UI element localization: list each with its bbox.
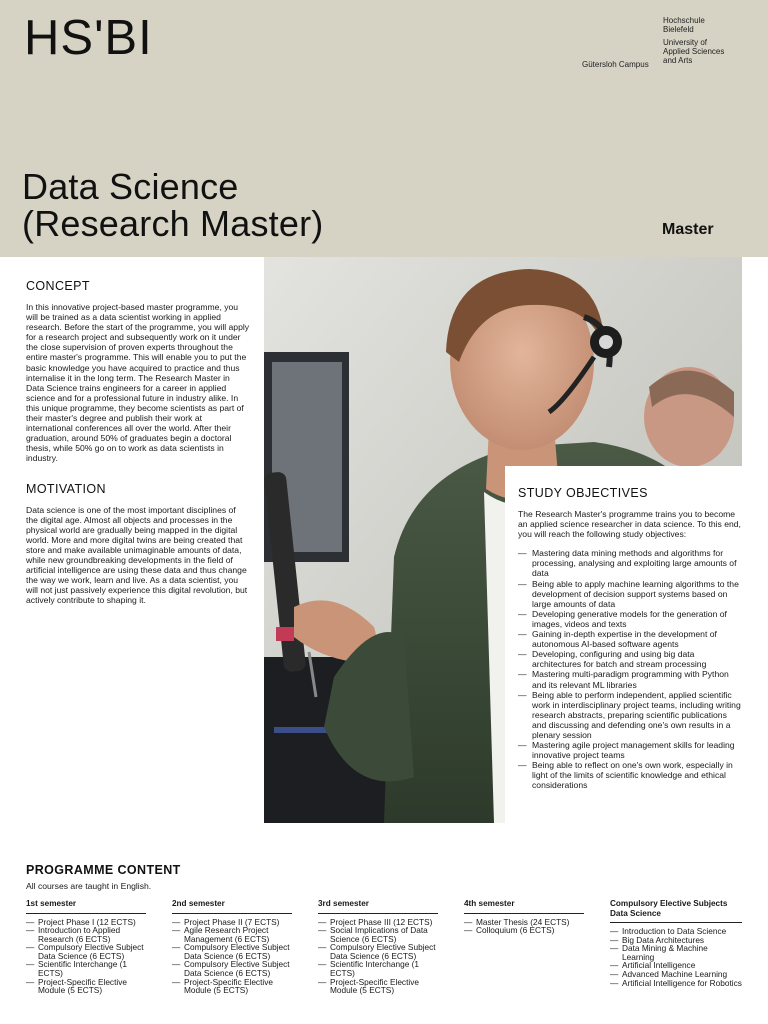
title-line: (Research Master): [22, 203, 324, 244]
objectives-intro: The Research Master's programme trains you to become an applied science researcher in data science. To this end, you will reach the following study objectives:: [518, 509, 741, 540]
course-item: — Compulsory Elective Subject Data Science (6 ECTS): [26, 943, 146, 960]
elective-column: [610, 899, 742, 987]
course-item: — Project-Specific Elective Module (5 ECTS): [318, 978, 438, 995]
page-title: [22, 168, 323, 242]
motivation-heading: MOTIVATION: [26, 481, 106, 496]
list-item: — Developing, configuring and using big data architectures for batch and stream processing: [518, 649, 742, 669]
course-item: — Compulsory Elective Subject Data Science (6 ECTS): [172, 960, 292, 977]
objectives-list: [518, 548, 742, 790]
campus-name: Gütersloh Campus: [582, 60, 649, 69]
semester-column: [26, 899, 146, 995]
semester-column: [172, 899, 292, 995]
semester-title: 1st semester: [26, 899, 146, 914]
programme-note: All courses are taught in English.: [26, 881, 152, 891]
list-item: — Mastering agile project management skills for leading innovative project teams: [518, 740, 742, 760]
course-item: — Agile Research Project Management (6 ECTS): [172, 926, 292, 943]
course-item: — Project Phase III (12 ECTS): [318, 918, 438, 927]
programme-content: [26, 863, 746, 996]
study-objectives-panel: [505, 466, 742, 826]
institution-name: [663, 16, 724, 65]
list-item: — Mastering multi-paradigm programming with Python and its relevant ML libraries: [518, 669, 742, 689]
semester-column: [464, 899, 584, 935]
institution-line: and Arts: [663, 56, 693, 65]
concept-heading: CONCEPT: [26, 279, 90, 293]
title-line: Data Science: [22, 166, 239, 207]
left-text-panel: [0, 257, 264, 664]
header-band: [0, 0, 768, 257]
course-item: — Introduction to Applied Research (6 ECTS): [26, 926, 146, 943]
list-item: — Mastering data mining methods and algorithms for processing, analysing and exploiting large amounts of data: [518, 548, 742, 578]
hsbi-logo[interactable]: [24, 14, 204, 58]
list-item: — Being able to apply machine learning algorithms to the development of decision support systems based on large amounts of data: [518, 579, 742, 609]
semester-title: Compulsory Elective Subjects Data Science: [610, 899, 742, 923]
institution-line: Hochschule: [663, 16, 705, 25]
course-item: — Compulsory Elective Subject Data Science (6 ECTS): [172, 943, 292, 960]
institution-line: University of: [663, 38, 708, 47]
semester-title: 4th semester: [464, 899, 584, 914]
course-item: — Project-Specific Elective Module (5 ECTS): [26, 978, 146, 995]
programme-heading: PROGRAMME CONTENT: [26, 863, 181, 877]
course-item: — Project Phase II (7 ECTS): [172, 918, 292, 927]
course-item: — Scientific Interchange (1 ECTS): [26, 960, 146, 977]
objectives-heading: STUDY OBJECTIVES: [518, 486, 648, 500]
list-item: — Developing generative models for the generation of images, videos and texts: [518, 609, 742, 629]
course-item: — Advanced Machine Learning: [610, 970, 742, 979]
course-item: — Compulsory Elective Subject Data Science (6 ECTS): [318, 943, 438, 960]
list-item: — Being able to reflect on one's own work, especially in light of the limits of scientific knowledge and ethical considerations: [518, 760, 742, 790]
semester-title: 2nd semester: [172, 899, 292, 914]
course-item: — Artificial Intelligence for Robotics: [610, 979, 742, 988]
semester-title: 3rd semester: [318, 899, 438, 914]
course-item: — Introduction to Data Science: [610, 927, 742, 936]
motivation-text: Data science is one of the most important disciplines of the digital age. Almost all objects and processes in the physical world are gradually being mapped in the digital world. More and more digital twins are being created that store and make available unimaginable amounts of data, while new groundbreaking developments in the field of artificial intelligence are using these data and thus change the way we work, learn and live. As a data scientist, you will not just passively experience this digital revolution, but actively contribute to shaping it.: [26, 504, 248, 606]
degree-label: Master: [662, 221, 714, 238]
course-item: — Scientific Interchange (1 ECTS): [318, 960, 438, 977]
semester-column: [318, 899, 438, 995]
institution-line: Bielefeld: [663, 25, 694, 34]
list-item: — Gaining in-depth expertise in the development of autonomous AI-based software agents: [518, 629, 742, 649]
course-item: — Project-Specific Elective Module (5 ECTS): [172, 978, 292, 995]
course-item: — Master Thesis (24 ECTS): [464, 918, 584, 927]
institution-line: Applied Sciences: [663, 47, 725, 56]
course-item: — Artificial Intelligence: [610, 961, 742, 970]
course-item: — Colloquium (6 ECTS): [464, 926, 584, 935]
course-item: — Data Mining & Machine Learning: [610, 944, 742, 961]
course-item: — Project Phase I (12 ECTS): [26, 918, 146, 927]
list-item: — Being able to perform independent, applied scientific work in interdisciplinary project teams, including writing research abstracts, preparing scientific publications and discussing and defending one's own results in a plenary session: [518, 690, 742, 740]
svg-text:HS'BI: HS'BI: [24, 14, 153, 58]
concept-text: In this innovative project-based master programme, you will be trained as a data scientist working in applied research. Before the start of the programme, you will apply for a research project and subsequently work on it under the close supervision of proven experts throughout the entire master's programme. This will enable you to put the basic knowledge you have acquired to practice and thus internalise it in the long term. The Research Master in Data Science trains engineers for a career in applied science and for a professional future in industry alike. In this unique programme, they become scientists as part of their master's degree and publish their work at international conferences all over the world. After their graduation, around 50% of graduates begin a doctoral thesis, while 50% go on to work as data scientists in industry.: [26, 302, 250, 464]
course-item: — Social Implications of Data Science (6 ECTS): [318, 926, 438, 943]
course-item: — Big Data Architectures: [610, 936, 742, 945]
